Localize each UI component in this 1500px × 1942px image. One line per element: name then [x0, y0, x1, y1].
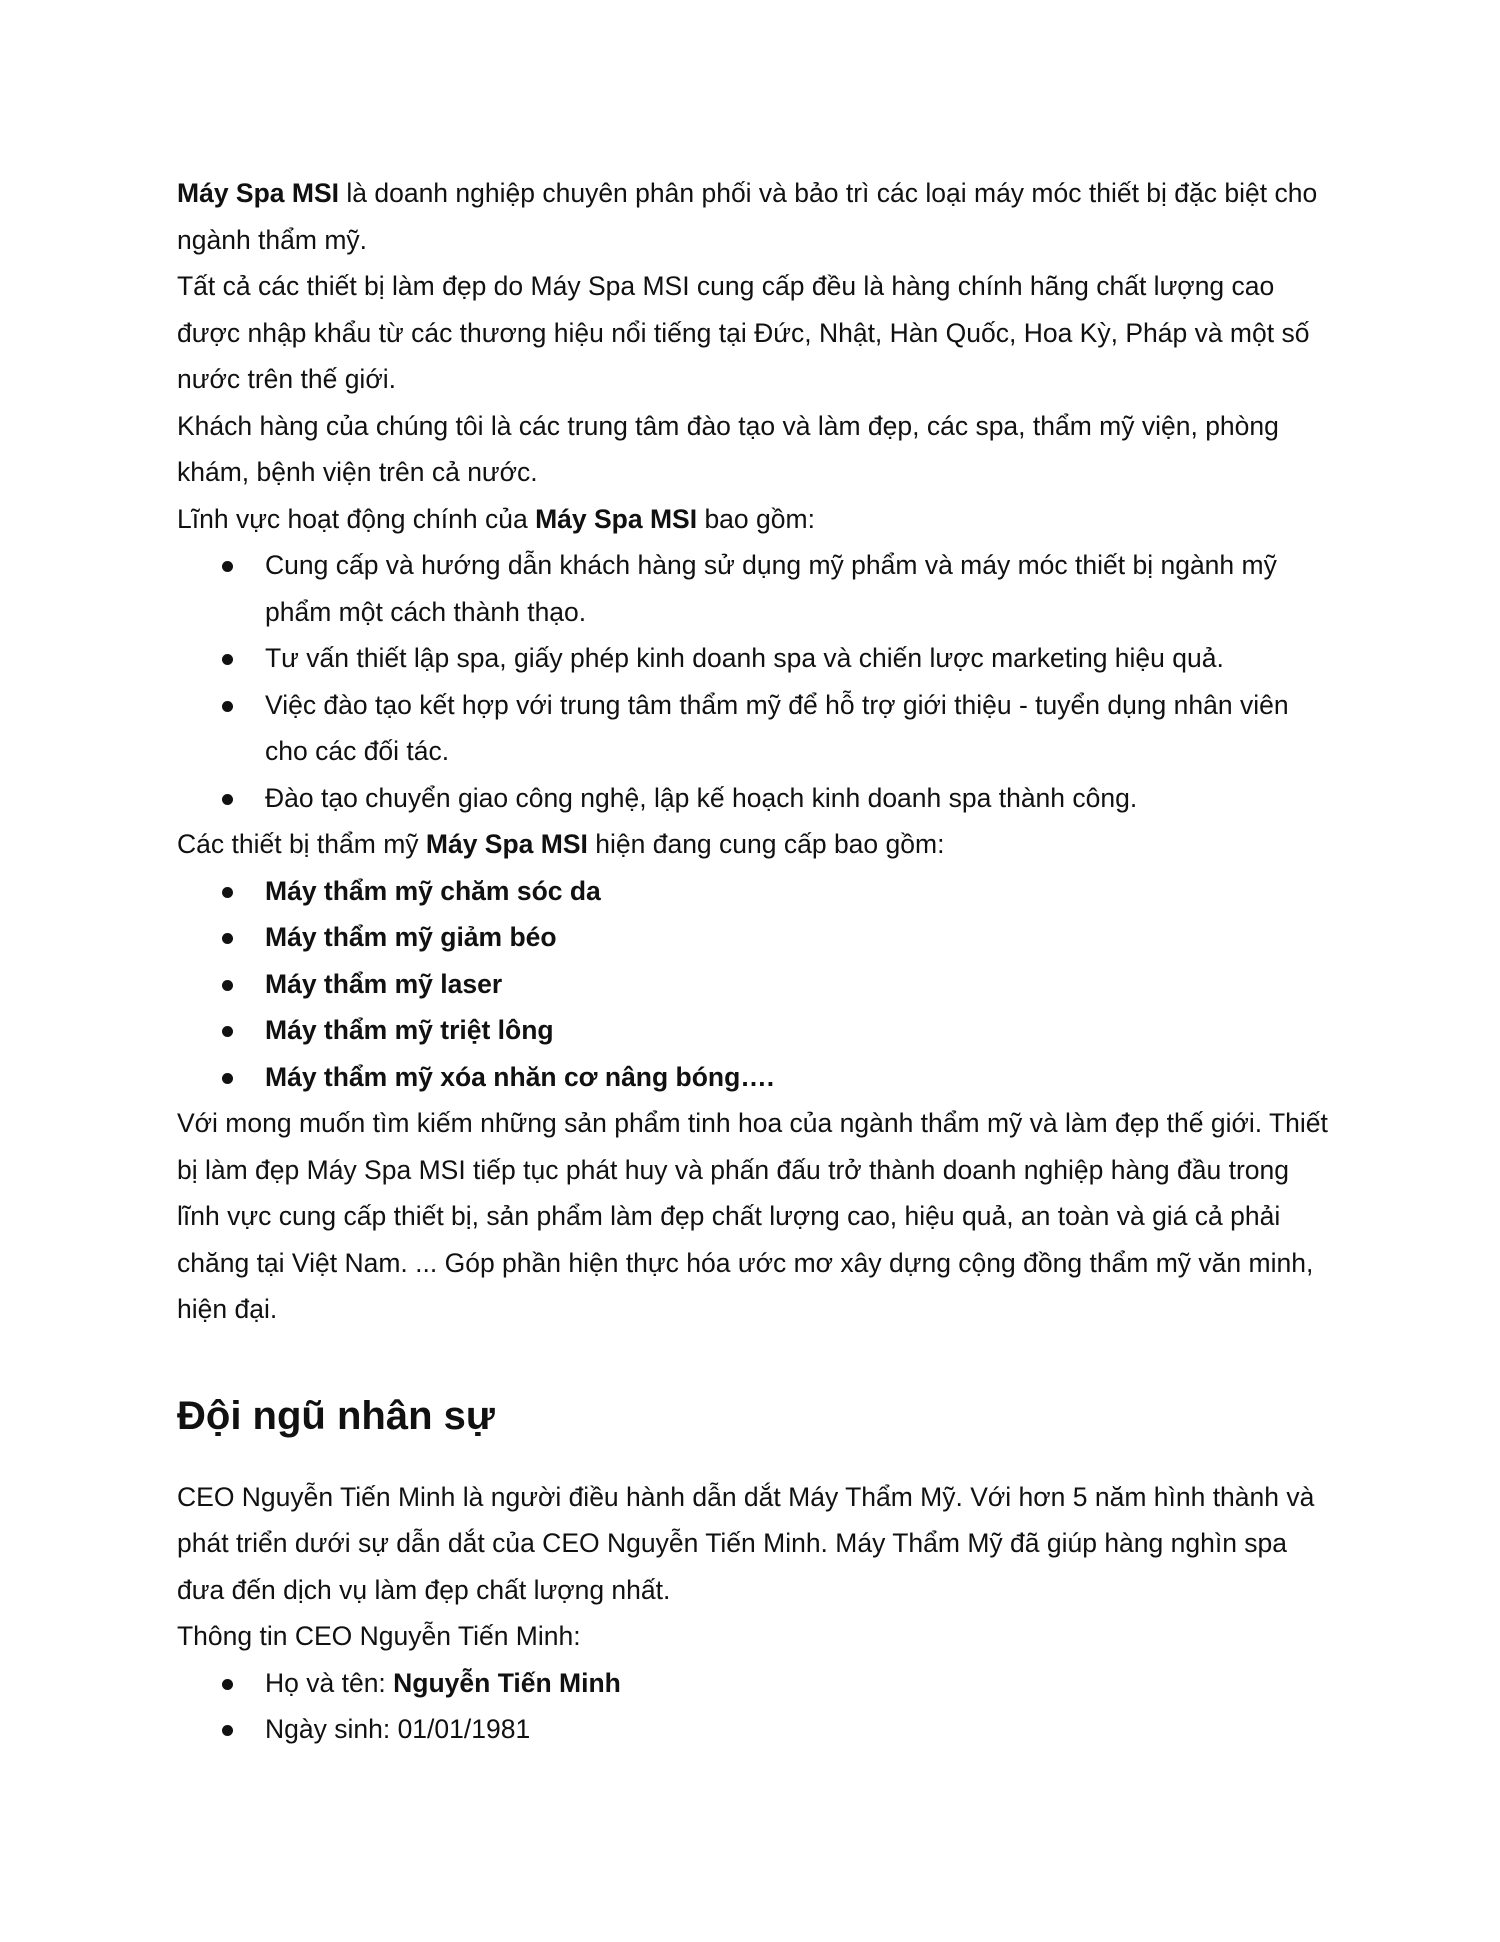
list-item-text: Máy thẩm mỹ laser	[265, 968, 503, 999]
name-label: Họ và tên:	[265, 1667, 394, 1698]
ceo-info-list	[177, 1660, 1337, 1753]
list-item-text: Tư vấn thiết lập spa, giấy phép kinh doanh spa và chiến lược marketing hiệu quả.	[265, 643, 1224, 673]
list-item	[265, 775, 1337, 822]
team-paragraph: CEO Nguyễn Tiến Minh là người điều hành dẫn dắt Máy Thẩm Mỹ. Với hơn 5 năm hình thành và phát triển dưới sự dẫn dắt của CEO Nguyễn Tiến Minh. Máy Thẩm Mỹ đã giúp hàng nghìn spa đưa đến dịch vụ làm đẹp chất lượng nhất.	[177, 1481, 1315, 1605]
devices-intro-text: Các thiết bị thẩm mỹ	[177, 829, 426, 859]
closing-paragraph: Với mong muốn tìm kiếm những sản phẩm tinh hoa của ngành thẩm mỹ và làm đẹp thế giới. Thiết bị làm đẹp Máy Spa MSI tiếp tục phát huy và phấn đấu trở thành doanh nghiệp hàng đầu trong lĩnh vực cung cấp thiết bị, sản phẩm làm đẹp chất lượng cao, hiệu quả, an toàn và giá cả phải chăng tại Việt Nam. ... Góp phần hiện thực hóa ước mơ xây dựng cộng đồng thẩm mỹ văn minh, hiện đại.	[177, 1108, 1328, 1324]
ceo-name: Nguyễn Tiến Minh	[393, 1667, 621, 1698]
bullet-icon	[222, 654, 233, 665]
activities-intro-text: Lĩnh vực hoạt động chính của	[177, 503, 536, 534]
bullet-icon	[222, 887, 233, 898]
date-of-birth: Ngày sinh: 01/01/1981	[265, 1714, 531, 1744]
document-page	[177, 170, 1337, 1753]
list-item	[265, 868, 1337, 915]
activities-intro	[177, 496, 1337, 543]
company-name: Máy Spa MSI	[535, 503, 698, 534]
list-item	[265, 961, 1337, 1008]
company-name: Máy Spa MSI	[425, 829, 588, 859]
bullet-icon	[222, 980, 233, 991]
list-item	[265, 682, 1337, 775]
activities-intro-suffix: bao gồm:	[697, 503, 815, 534]
list-item-text: Máy thẩm mỹ giảm béo	[265, 922, 557, 952]
team-heading: Đội ngũ nhân sự	[177, 1393, 495, 1438]
devices-list	[177, 868, 1337, 1101]
list-item	[265, 542, 1337, 635]
list-item	[265, 914, 1337, 961]
company-name: Máy Spa MSI	[177, 178, 339, 208]
list-item	[265, 1007, 1337, 1054]
bullet-icon	[222, 933, 233, 944]
list-item-text: Máy thẩm mỹ xóa nhăn cơ nâng bóng….	[265, 1061, 775, 1092]
devices-intro-suffix: hiện đang cung cấp bao gồm:	[587, 829, 945, 859]
devices-intro	[177, 821, 1337, 868]
list-item	[265, 635, 1337, 682]
list-item-text: Việc đào tạo kết hợp với trung tâm thẩm mỹ để hỗ trợ giới thiệu - tuyển dụng nhân viên cho các đối tác.	[265, 689, 1289, 766]
bullet-icon	[222, 1073, 233, 1084]
bullet-icon	[222, 1725, 233, 1736]
intro-paragraph-1	[177, 170, 1337, 263]
list-item	[265, 1054, 1337, 1101]
activities-list	[177, 542, 1337, 821]
bullet-icon	[222, 1026, 233, 1037]
list-item	[265, 1706, 1337, 1753]
list-item-text: Máy thẩm mỹ triệt lông	[265, 1015, 554, 1045]
intro-paragraph-3: Khách hàng của chúng tôi là các trung tâm đào tạo và làm đẹp, các spa, thẩm mỹ viện, phòng khám, bệnh viện trên cả nước.	[177, 410, 1279, 487]
intro-paragraph-1-text: là doanh nghiệp chuyên phân phối và bảo trì các loại máy móc thiết bị đặc biệt cho ngành thẩm mỹ.	[177, 178, 1318, 255]
bullet-icon	[222, 794, 233, 805]
list-item	[265, 1660, 1337, 1707]
list-item-text: Cung cấp và hướng dẫn khách hàng sử dụng mỹ phẩm và máy móc thiết bị ngành mỹ phẩm một cách thành thạo.	[265, 550, 1277, 627]
bullet-icon	[222, 1679, 233, 1690]
bullet-icon	[222, 701, 233, 712]
bullet-icon	[222, 561, 233, 572]
list-item-text: Đào tạo chuyển giao công nghệ, lập kế hoạch kinh doanh spa thành công.	[265, 782, 1138, 813]
ceo-info-intro: Thông tin CEO Nguyễn Tiến Minh:	[177, 1621, 581, 1651]
list-item-text: Máy thẩm mỹ chăm sóc da	[265, 875, 601, 906]
intro-paragraph-2: Tất cả các thiết bị làm đẹp do Máy Spa MSI cung cấp đều là hàng chính hãng chất lượng cao được nhập khẩu từ các thương hiệu nổi tiếng tại Đức, Nhật, Hàn Quốc, Hoa Kỳ, Pháp và một số nước trên thế giới.	[177, 271, 1310, 394]
